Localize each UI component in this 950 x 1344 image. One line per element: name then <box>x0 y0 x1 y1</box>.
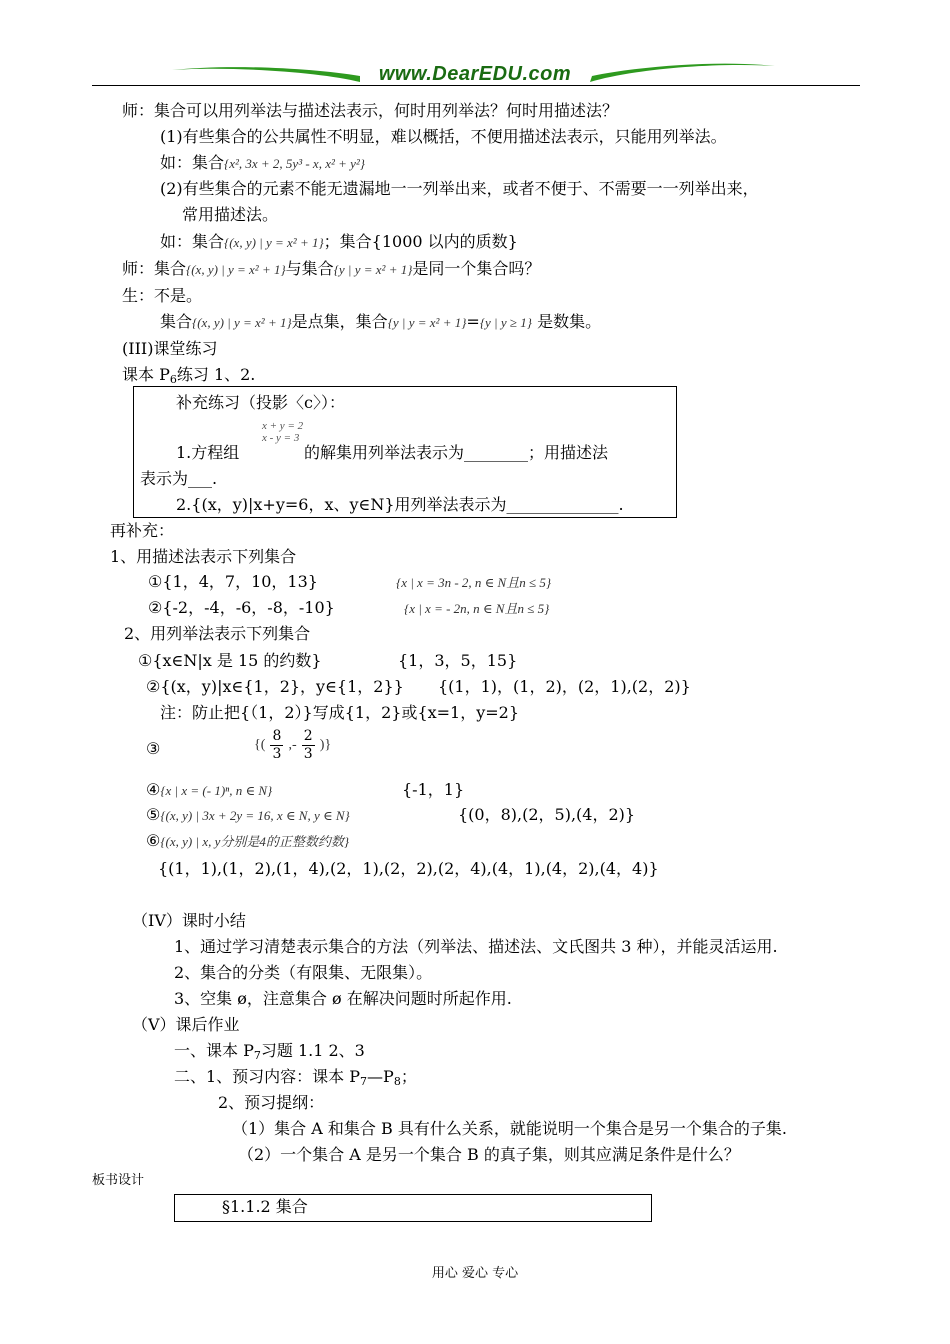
item-marker: ⑤ <box>146 805 161 824</box>
more-section-1: 1、用描述法表示下列集合 <box>110 547 297 566</box>
math-set-7: {y | y ≥ 1} <box>479 315 532 330</box>
more-s1-item-1: ①{1，4，7，10，13} <box>148 572 318 591</box>
math-set-4: {y | y = x² + 1} <box>333 262 413 277</box>
q2-blank: ______________ <box>506 495 619 514</box>
page-subscript: 6 <box>169 373 177 386</box>
item-marker: ⑥ <box>146 831 161 850</box>
more-s2-item-5 <box>146 804 350 827</box>
equation-top: x + y = 2 <box>262 420 304 432</box>
more-s2-answer-1: {1，3，5，15} <box>398 651 518 670</box>
q1-cont-text: 表示为 <box>140 469 189 488</box>
more-heading: 再补充： <box>110 521 175 540</box>
math-set-3: {(x, y) | y = x² + 1} <box>186 262 286 277</box>
example-prefix: 如：集合 <box>160 232 225 251</box>
math-set-6: {y | y = x² + 1} <box>387 315 467 330</box>
conclusion-prefix: 集合 <box>160 312 193 331</box>
logo-text: www.DearEDU.com <box>378 63 572 85</box>
line-example-1 <box>160 152 365 175</box>
more-s2-item-4 <box>146 779 272 802</box>
item-marker: ④ <box>146 780 161 799</box>
fraction-2-3 <box>302 728 315 763</box>
textbook-text: 课本 P <box>122 365 170 384</box>
more-s2-answer-4: {-1，1} <box>402 780 465 799</box>
question-prefix: 师：集合 <box>122 259 187 278</box>
line-example-2 <box>160 231 518 254</box>
equation-system <box>262 420 303 444</box>
fraction-denominator: 3 <box>303 746 313 762</box>
hw1-subscript: 7 <box>253 1049 261 1062</box>
math-set-alternating: {x | x = (- 1)ⁿ, n ∈ N} <box>160 783 273 798</box>
section-practice-heading: (III)课堂练习 <box>122 339 218 358</box>
fraction-numerator: 2 <box>303 728 313 744</box>
summary-item-3: 3、空集 ø，注意集合 ø 在解决问题时所起作用. <box>174 989 512 1008</box>
more-s2-item-3: ③ <box>146 739 161 758</box>
line-point-2-cont: 常用描述法。 <box>182 205 279 224</box>
exercise-q1-label: 1.方程组 <box>176 443 240 462</box>
equals-sign: = <box>466 312 480 331</box>
homework-item-1 <box>174 1040 365 1067</box>
more-s2-item-2: ②{(x，y)|x∈{1，2}，y∈{1，2}} <box>146 677 404 696</box>
question-suffix: 是同一个集合吗？ <box>412 259 541 278</box>
math-set-1: {x², 3x + 2, 5y³ - x, x² + y²} <box>224 156 365 171</box>
math-set-2: {(x, y) | y = x² + 1} <box>224 235 324 250</box>
line-point-1: (1)有些集合的公共属性不明显，难以概括，不便用描述法表示，只能用列举法。 <box>160 127 727 146</box>
homework-outline-2: （2）一个集合 A 是另一个集合 B 的真子集，则其应满足条件是什么？ <box>238 1145 740 1164</box>
line-student-answer: 生：不是。 <box>122 286 203 305</box>
board-design-label: 板书设计 <box>92 1173 145 1188</box>
hw2-subscript-2: 8 <box>393 1075 401 1088</box>
summary-item-1: 1、通过学习清楚表示集合的方法（列举法、描述法、文氏图共 3 种），并能灵活运用. <box>174 937 778 956</box>
exercise-q1-text: 的解集用列举法表示为________；用描述法 <box>304 443 609 462</box>
more-s2-note: 注：防止把{（1，2）}写成{1，2}或{x=1，y=2} <box>160 703 520 722</box>
homework-outline-1: （1）集合 A 和集合 B 具有什么关系，就能说明一个集合是另一个集合的子集. <box>232 1119 787 1138</box>
hw1-text-2: 习题 1.1 2、3 <box>260 1041 365 1060</box>
line-point-2: (2)有些集合的元素不能无遗漏地一一列举出来，或者不便于、不需要一一列举出来， <box>160 179 759 198</box>
fraction-numerator: 8 <box>272 728 282 744</box>
more-s2-item-1: ①{x∈N|x 是 15 的约数} <box>138 651 322 670</box>
more-s1-answer-2: {x | x = - 2n, n ∈ N且n ≤ 5} <box>404 601 550 616</box>
homework-item-2 <box>174 1066 417 1093</box>
homework-outline: 2、预习提纲： <box>218 1093 325 1112</box>
summary-item-2: 2、集合的分类（有限集、无限集）。 <box>174 963 433 982</box>
hw1-text: 一、课本 P <box>174 1041 254 1060</box>
more-section-2: 2、用列举法表示下列集合 <box>124 624 311 643</box>
exercise-q1-cont <box>140 468 217 490</box>
hw2-subscript-1: 7 <box>360 1075 368 1088</box>
question-mid: 与集合 <box>285 259 334 278</box>
line-point-set <box>160 311 601 334</box>
fraction-separator: ,- <box>288 737 297 753</box>
hw2-end: ； <box>400 1067 417 1086</box>
summary-heading: （IV）课时小结 <box>132 911 246 930</box>
conclusion-mid: 是点集，集合 <box>291 312 388 331</box>
homework-heading: （V）课后作业 <box>132 1015 240 1034</box>
textbook-text-2: 练习 1、2. <box>176 365 256 384</box>
example-mid: ；集合{1000 以内的质数} <box>323 232 518 251</box>
q2-text: 2.{(x，y)|x+y=6，x、y∈N}用列举法表示为 <box>176 495 507 514</box>
line-teacher-question: 师：集合可以用列举法与描述法表示，何时用列举法？何时用描述法？ <box>122 101 619 120</box>
q1-blank: ___. <box>188 469 218 488</box>
more-s2-answer-5: {(0，8),(2，5),(4，2)} <box>458 805 636 824</box>
exercise-title: 补充练习（投影〈c〉）： <box>176 393 345 412</box>
more-s1-item-2: ②{-2，-4，-6，-8，-10} <box>148 598 335 617</box>
fraction-open: {( <box>254 737 266 753</box>
more-s2-answer-6: {(1，1),(1，2),(1，4),(2，1),(2，2),(2，4),(4，1),(4，2),(4，4)} <box>158 859 659 878</box>
header-divider <box>92 85 860 86</box>
more-s2-item-6 <box>146 830 349 853</box>
q2-end: . <box>618 495 624 514</box>
exercise-q2 <box>176 494 624 516</box>
more-s2-answer-2: {(1，1)，(1，2)，(2，1),(2，2)} <box>438 677 691 696</box>
math-set-linear: {(x, y) | 3x + 2y = 16, x ∈ N, y ∈ N} <box>160 808 350 823</box>
board-design-title: §1.1.2 集合 <box>222 1197 308 1216</box>
hw2-dash: —P <box>367 1067 394 1086</box>
line-teacher-question-2 <box>122 258 540 281</box>
example-prefix: 如：集合 <box>160 153 225 172</box>
fraction-denominator: 3 <box>272 746 282 762</box>
hw2-text: 二、1、预习内容：课本 P <box>174 1067 361 1086</box>
conclusion-suffix: 是数集。 <box>531 312 602 331</box>
more-s2-answer-3 <box>254 728 331 763</box>
more-s1-answer-1: {x | x = 3n - 2, n ∈ N且n ≤ 5} <box>396 575 552 590</box>
math-set-divisors: {(x, y) | x, y分别是4的正整数约数} <box>160 834 350 849</box>
equation-bottom: x - y = 3 <box>262 432 300 444</box>
math-set-5: {(x, y) | y = x² + 1} <box>192 315 292 330</box>
page-footer: 用心 爱心 专心 <box>431 1266 519 1281</box>
fraction-8-3 <box>270 728 283 763</box>
fraction-close: )} <box>319 737 332 753</box>
